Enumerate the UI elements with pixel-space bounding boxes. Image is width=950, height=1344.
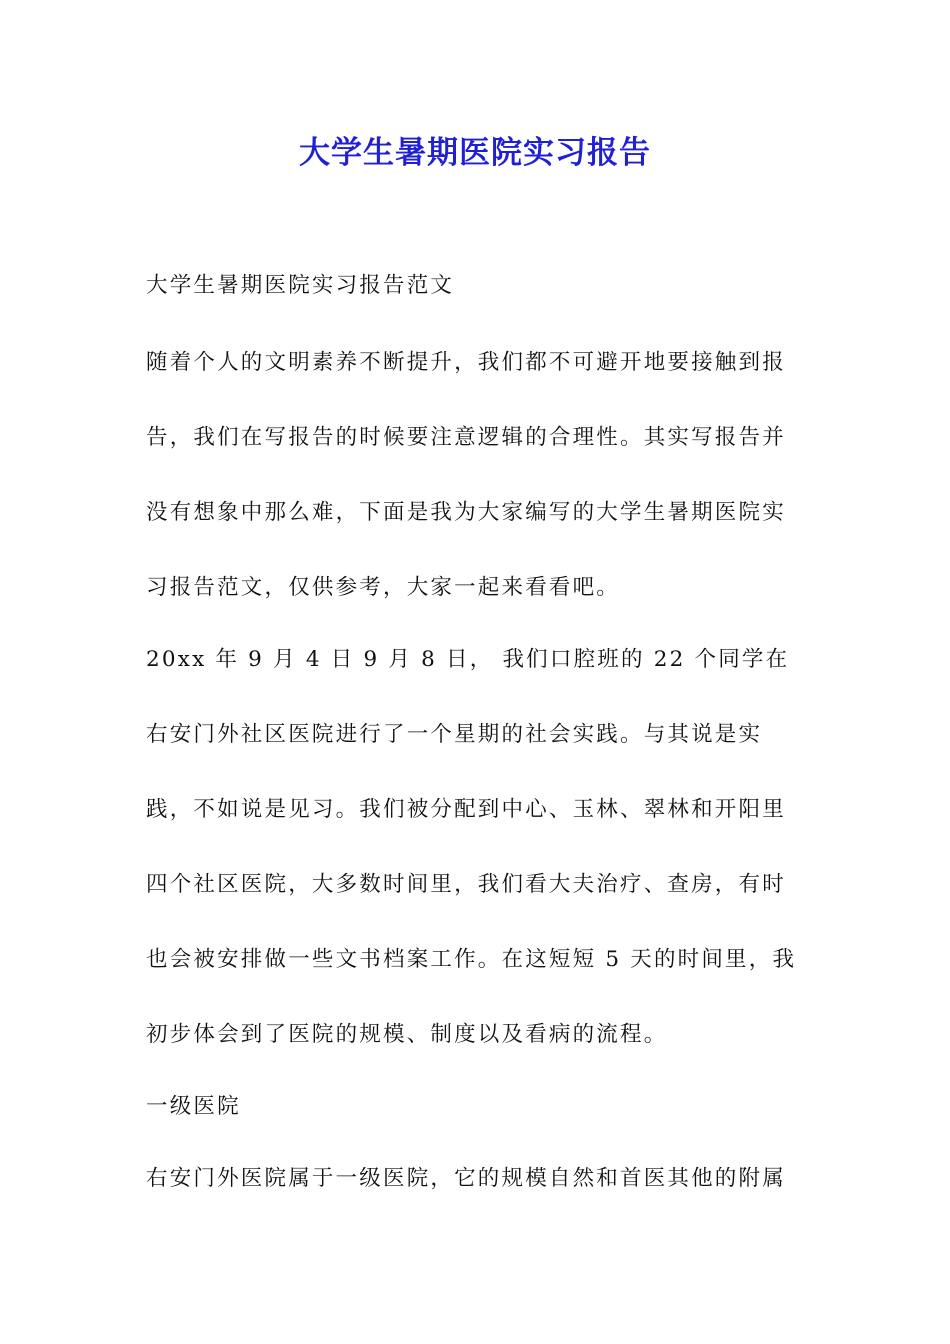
practice-paragraph: 20xx 年 9 月 4 日 9 月 8 日， 我们口腔班的 22 个同学在右安门外社区医院进行了一个星期的社会实践。与其说是实践，不如说是见习。我们被分配到中心、玉林、翠林和开阳里四个社区医院，大多数时间里，我们看大夫治疗、查房，有时也会被安排做一些文书档案工作。在这短短 5 天的时间里，我初步体会到了医院的规模、制度以及看病的流程。 bbox=[146, 647, 797, 1047]
subtitle-paragraph: 大学生暑期医院实习报告范文 bbox=[146, 273, 455, 298]
intro-paragraph: 随着个人的文明素养不断提升，我们都不可避开地要接触到报告，我们在写报告的时候要注意逻辑的合理性。其实写报告并没有想象中那么难，下面是我为大家编写的大学生暑期医院实习报告范文，仅供参考，大家一起来看看吧。 bbox=[146, 350, 786, 600]
document-title: 大学生暑期医院实习报告 bbox=[299, 135, 651, 171]
section-heading: 一级医院 bbox=[146, 1094, 241, 1119]
document-body bbox=[146, 262, 806, 1216]
section-body-paragraph: 右安门外医院属于一级医院，它的规模自然和首医其他的附属 bbox=[146, 1166, 786, 1191]
